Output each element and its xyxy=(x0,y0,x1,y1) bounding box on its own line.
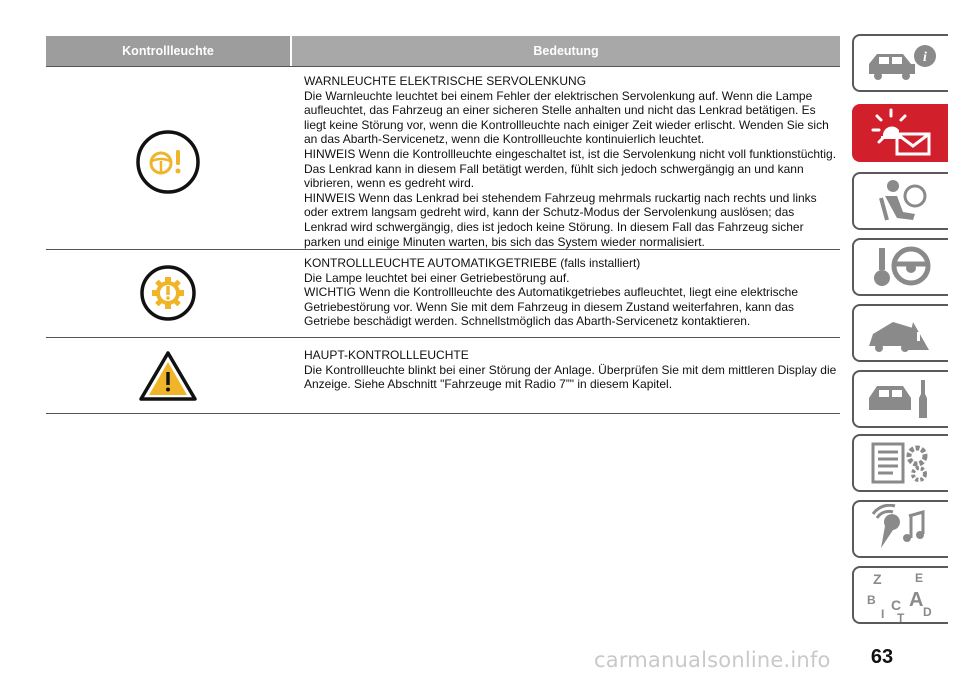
icon-cell xyxy=(46,338,290,413)
index-letter: B xyxy=(867,593,876,607)
header-bedeutung: Bedeutung xyxy=(292,36,840,66)
warning-light-envelope-icon xyxy=(863,108,939,158)
index-letter: A xyxy=(909,589,924,611)
car-wrench-icon xyxy=(863,374,939,424)
master-warning-icon xyxy=(139,350,197,402)
tab-multimedia[interactable] xyxy=(852,500,948,558)
key-steering-wheel-icon xyxy=(863,242,939,292)
document-gear-icon xyxy=(863,438,939,488)
index-letter: E xyxy=(915,571,924,585)
page-number: 63 xyxy=(870,646,894,668)
tab-emergency[interactable] xyxy=(852,304,948,362)
tab-car-info[interactable] xyxy=(852,34,948,92)
car-info-icon xyxy=(863,40,939,86)
index-letter: C xyxy=(891,597,902,613)
seat-airbag-icon xyxy=(863,176,939,226)
tab-safety[interactable] xyxy=(852,172,948,230)
chapter-tabs xyxy=(852,0,960,678)
index-letter: T xyxy=(897,611,905,622)
warning-title: HAUPT-KONTROLLLEUCHTE xyxy=(304,348,469,362)
tab-technical-data[interactable] xyxy=(852,434,948,492)
meaning-cell xyxy=(290,67,840,249)
table-row xyxy=(46,338,840,414)
index-letter: I xyxy=(881,607,885,621)
svg-text:i: i xyxy=(923,50,927,65)
warning-description: Die Lampe leuchtet bei einer Getriebestörung auf. xyxy=(304,270,570,285)
tab-index[interactable] xyxy=(852,566,948,624)
meaning-cell xyxy=(290,338,840,413)
car-accident-icon xyxy=(863,308,939,358)
meaning-cell xyxy=(290,250,840,337)
note-text: HINWEIS Wenn das Lenkrad bei stehendem Fahrzeug mehrmals ruckartig nach rechts und links oder extrem langsam gedreht wird, kann der Schutz-Modus der Servolenkung auslösen; das Lenkrad wird schwergängig, dies ist jedoch keine Störung. In diesem Fall das Fahrzeug sicher parken und einige Minuten warten, bis sich das System wieder normalisiert. xyxy=(304,190,817,249)
table-header xyxy=(46,36,840,66)
table-row xyxy=(46,66,840,250)
tab-starting-driving[interactable] xyxy=(852,238,948,296)
icon-cell xyxy=(46,250,290,337)
tab-maintenance[interactable] xyxy=(852,370,948,428)
warning-lights-table xyxy=(46,36,840,414)
watermark: carmanualsonline.info xyxy=(594,648,831,672)
alphabet-index-icon xyxy=(863,568,939,622)
index-letter: D xyxy=(923,605,932,619)
power-steering-warning-icon xyxy=(135,129,201,195)
table-row xyxy=(46,250,840,338)
warning-title: WARNLEUCHTE ELEKTRISCHE SERVOLENKUNG xyxy=(304,74,587,88)
radio-music-icon xyxy=(863,504,939,554)
warning-description: Die Warnleuchte leuchtet bei einem Fehler der elektrischen Servolenkung auf. Wenn die Lampe aufleuchtet, das Fahrzeug an einer sicheren Stelle anhalten und nicht das Lenkrad betätigen. Es liegt keine Störung vor, wenn die Kontrollleuchte nach einiger Zeit wieder erlischt. Wenden Sie sich an das Abarth-Servicenetz, wenn die Kontrollleuchte kontinuierlich leuchtet. xyxy=(304,88,829,147)
tab-warning-lights[interactable] xyxy=(852,104,948,162)
note-text: HINWEIS Wenn die Kontrollleuchte eingeschaltet ist, ist die Servolenkung nicht voll funktionstüchtig. Das Lenkrad kann in diesem Fall betätigt werden, fühlt sich jedoch schwergängig an und kann vibrieren, wenn es gedreht wird. xyxy=(304,146,837,191)
warning-description: Die Kontrollleuchte blinkt bei einer Störung der Anlage. Überprüfen Sie mit dem mittleren Display die Anzeige. Siehe Abschnitt "Fahrzeuge mit Radio 7”" in diesem Kapitel. xyxy=(304,362,837,392)
important-text: WICHTIG Wenn die Kontrollleuchte des Automatikgetriebes aufleuchtet, liegt eine elektrische Getriebestörung vor. Wenn Sie mit dem Fahrzeug in diesem Zustand weiterfahren, kann das Getriebe beschädigt werden. Schnellstmöglich das Abarth-Servicenetz kontaktieren. xyxy=(304,285,799,329)
warning-title: KONTROLLLEUCHTE AUTOMATIKGETRIEBE (falls installiert) xyxy=(304,256,641,270)
transmission-fault-icon xyxy=(139,264,197,322)
index-letter: Z xyxy=(873,571,882,587)
icon-cell xyxy=(46,67,290,249)
header-kontrollleuchte: Kontrollleuchte xyxy=(46,36,290,66)
